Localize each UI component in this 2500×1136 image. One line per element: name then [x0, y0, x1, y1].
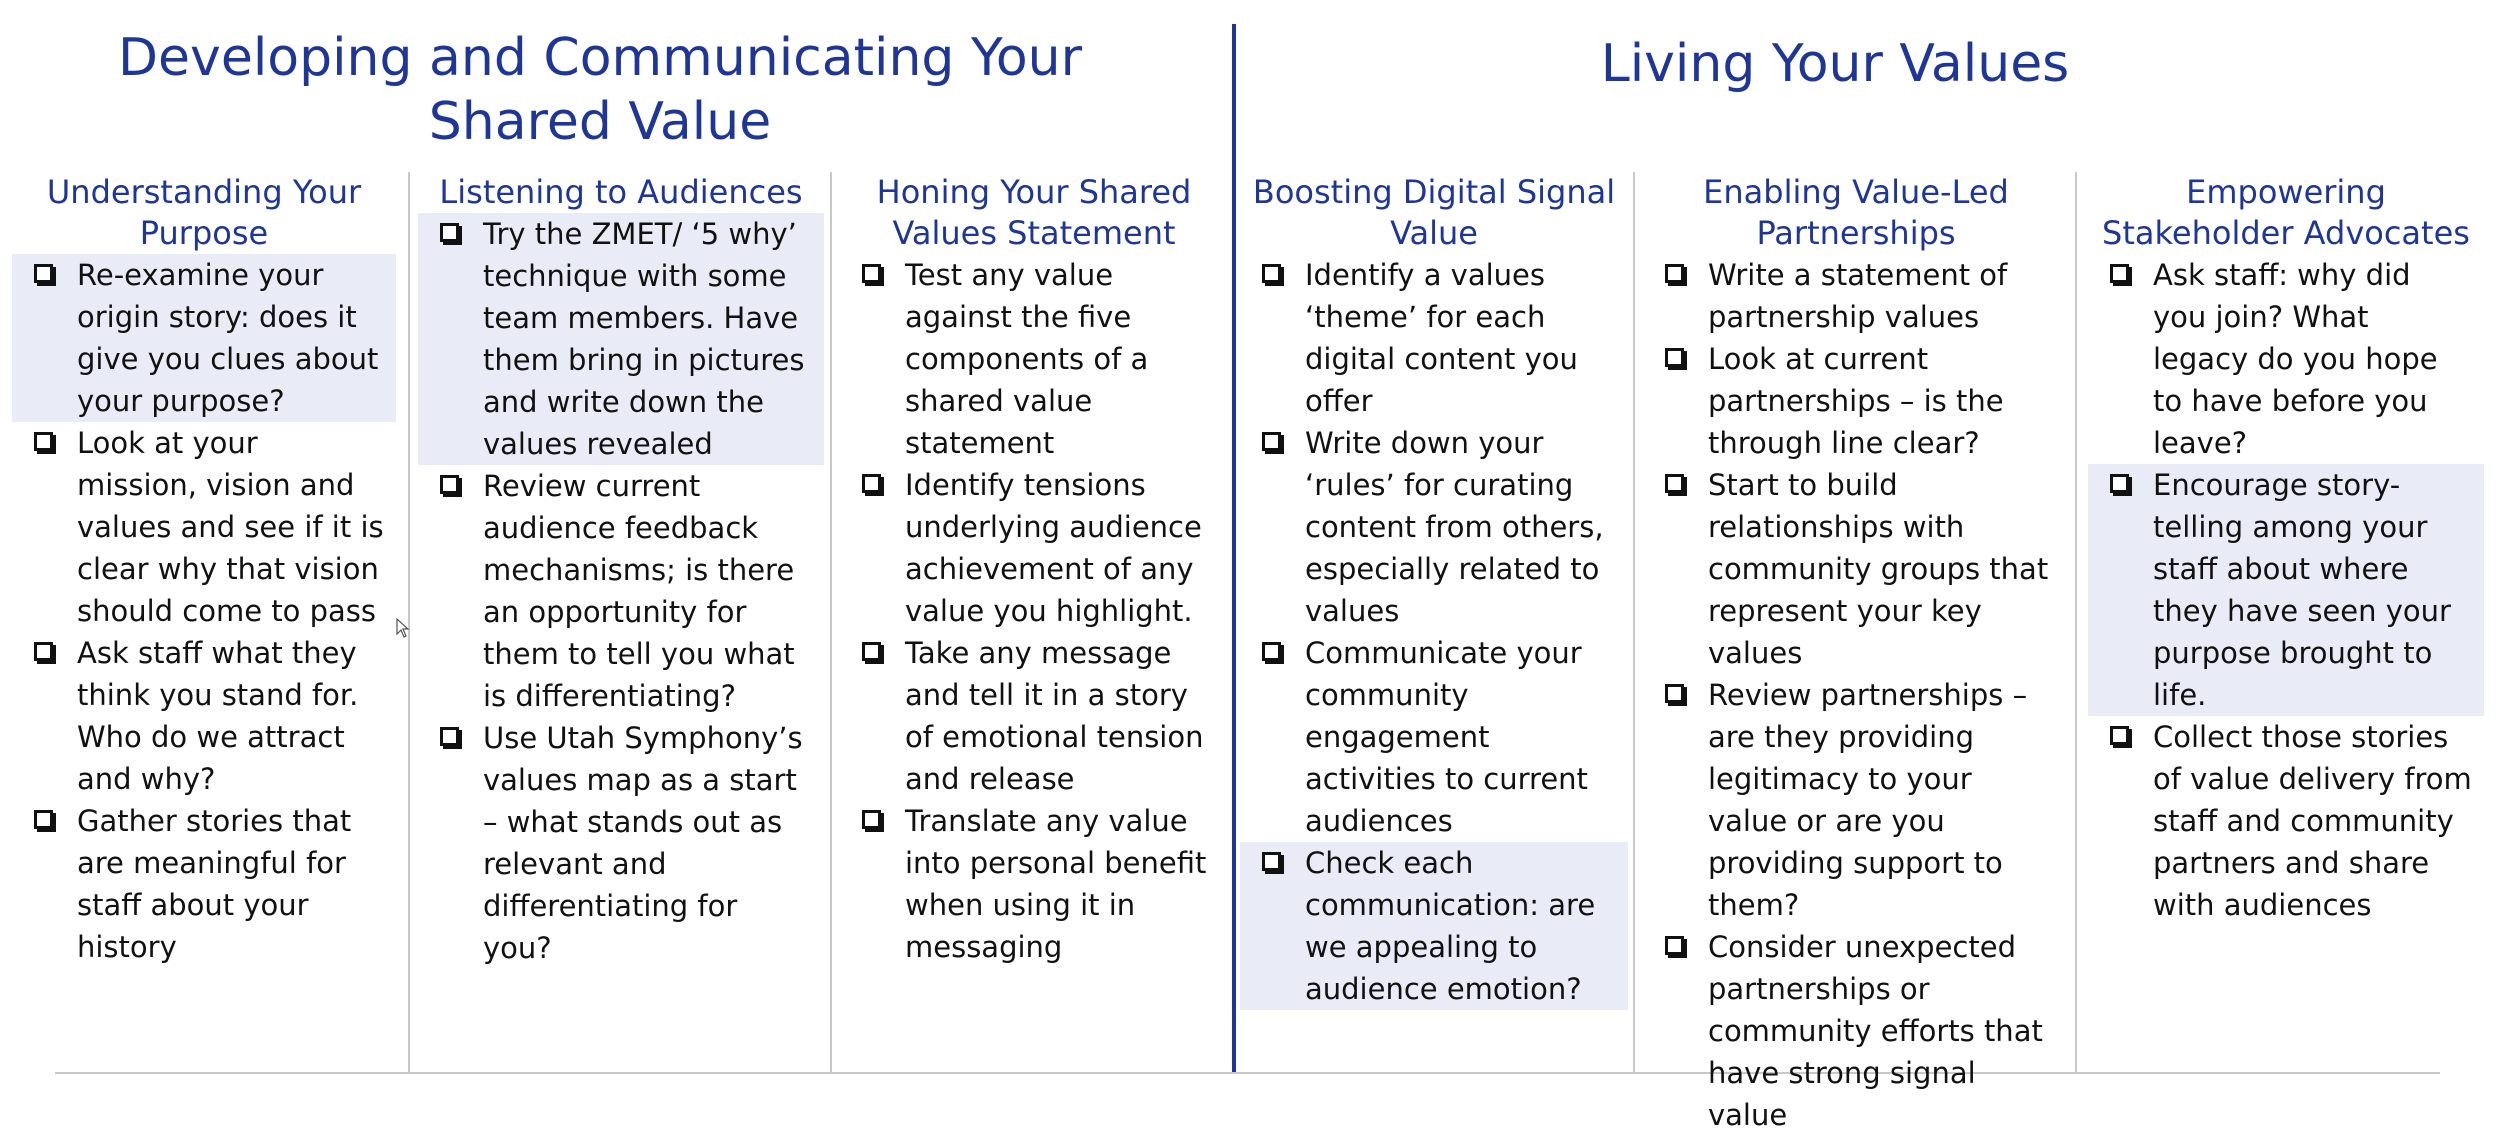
- column-understanding-purpose: [12, 172, 396, 968]
- checklist-item-text: Test any value against the five components of a shared value statement: [905, 258, 1149, 460]
- checklist-item: [418, 465, 824, 717]
- checklist-item-text: Communicate your community engagement activities to current audiences: [1305, 636, 1588, 838]
- checklist: [840, 254, 1228, 968]
- column-listening-audiences: [418, 172, 824, 969]
- checkbox-icon: [1262, 264, 1281, 283]
- checklist-item: [1240, 632, 1628, 842]
- column-title: Listening to Audiences: [439, 173, 803, 211]
- checklist-item-text: Consider unexpected partnerships or community efforts that have strong signal value: [1708, 930, 2043, 1132]
- checkbox-icon: [34, 642, 53, 661]
- checklist-item: [1240, 254, 1628, 422]
- checkbox-icon: [440, 223, 459, 242]
- checkbox-icon: [34, 432, 53, 451]
- checklist-item: [418, 717, 824, 969]
- checkbox-icon: [2110, 726, 2129, 745]
- checklist-item-text: Translate any value into personal benefit when using it in messaging: [905, 804, 1207, 964]
- checklist-item-text: Start to build relationships with community groups that represent your key values: [1708, 468, 2049, 670]
- checklist-item: [1240, 842, 1628, 1010]
- checklist-item: [840, 464, 1228, 632]
- section-title-living: Living Your Values: [1600, 34, 2070, 94]
- checklist-item-text: Look at current partnerships – is the through line clear?: [1708, 342, 2004, 460]
- column-title: Enabling Value-Led Partnerships: [1703, 173, 2009, 252]
- checkbox-icon: [1665, 936, 1684, 955]
- checklist: [2088, 254, 2484, 926]
- section-title-line2: Shared Value: [428, 92, 772, 152]
- checklist-item: [1240, 422, 1628, 632]
- checklist-item-text: Use Utah Symphony’s values map as a start – what stands out as relevant and differentiating for you?: [483, 721, 803, 965]
- checkbox-icon: [440, 727, 459, 746]
- checklist-item-text: Ask staff: why did you join? What legacy do you hope to have before you leave?: [2153, 258, 2438, 460]
- checklist-item-text: Try the ZMET/ ‘5 why’ technique with some team members. Have them bring in pictures and write down the values revealed: [483, 217, 805, 461]
- column-enabling-partnerships: [1643, 172, 2069, 1136]
- checklist-item: [12, 632, 396, 800]
- checklist-item-text: Gather stories that are meaningful for staff about your history: [77, 804, 352, 964]
- checklist-item: [1643, 464, 2069, 674]
- column-title: Boosting Digital Signal Value: [1252, 173, 1616, 252]
- checkbox-icon: [34, 264, 53, 283]
- checklist-item-text: Encourage story-telling among your staff about where they have seen your purpose brought to life.: [2153, 468, 2451, 712]
- checklist-item-text: Review current audience feedback mechanisms; is there an opportunity for them to tell you what is differentiating?: [483, 469, 795, 713]
- checklist: [1643, 254, 2069, 1136]
- checklist: [12, 254, 396, 968]
- checkbox-icon: [1262, 852, 1281, 871]
- checklist-item-text: Collect those stories of value delivery from staff and community partners and share with audiences: [2153, 720, 2472, 922]
- checklist-item-text: Identify tensions underlying audience achievement of any value you highlight.: [905, 468, 1202, 628]
- checkbox-icon: [1665, 348, 1684, 367]
- checklist-item: [1643, 338, 2069, 464]
- checklist-item-text: Review partnerships – are they providing legitimacy to your value or are you providing support to them?: [1708, 678, 2028, 922]
- checklist-item: [840, 254, 1228, 464]
- checkbox-icon: [862, 264, 881, 283]
- checklist-item-text: Write down your ‘rules’ for curating content from others, especially related to values: [1305, 426, 1604, 628]
- column-divider: [830, 172, 832, 1074]
- column-divider: [1633, 172, 1635, 1074]
- section-divider: [1232, 24, 1236, 1074]
- checklist-item: [840, 800, 1228, 968]
- checkbox-icon: [440, 475, 459, 494]
- checkbox-icon: [862, 474, 881, 493]
- checkbox-icon: [862, 810, 881, 829]
- checklist-item: [12, 254, 396, 422]
- checklist-item-text: Look at your mission, vision and values and see if it is clear why that vision should come to pass: [77, 426, 384, 628]
- column-title: Honing Your Shared Values Statement: [876, 173, 1192, 252]
- checklist: [1240, 254, 1628, 1010]
- section-title-line1: Developing and Communicating Your: [118, 28, 1082, 88]
- checklist-item: [840, 632, 1228, 800]
- checklist: [418, 213, 824, 969]
- checkbox-icon: [862, 642, 881, 661]
- checklist-item-text: Ask staff what they think you stand for. Who do we attract and why?: [77, 636, 359, 796]
- checkbox-icon: [2110, 264, 2129, 283]
- checklist-item: [12, 800, 396, 968]
- checklist-item: [2088, 254, 2484, 464]
- checklist-item: [12, 422, 396, 632]
- checklist-item: [418, 213, 824, 465]
- checkbox-icon: [1262, 432, 1281, 451]
- checkbox-icon: [34, 810, 53, 829]
- checklist-item-text: Check each communication: are we appealing to audience emotion?: [1305, 846, 1596, 1006]
- checklist-item: [1643, 254, 2069, 338]
- checkbox-icon: [1262, 642, 1281, 661]
- column-title: Understanding Your Purpose: [46, 173, 362, 252]
- checklist-item-text: Take any message and tell it in a story of emotional tension and release: [905, 636, 1204, 796]
- checkbox-icon: [1665, 684, 1684, 703]
- column-empowering-advocates: [2088, 172, 2484, 926]
- column-divider: [2075, 172, 2077, 1074]
- column-boosting-digital: [1240, 172, 1628, 1010]
- checklist-item-text: Re-examine your origin story: does it give you clues about your purpose?: [77, 258, 379, 418]
- column-honing-statement: [840, 172, 1228, 968]
- checkbox-icon: [1665, 264, 1684, 283]
- checklist-item: [1643, 674, 2069, 926]
- checklist-item-text: Write a statement of partnership values: [1708, 258, 2008, 334]
- checkbox-icon: [2110, 474, 2129, 493]
- checklist-item: [2088, 464, 2484, 716]
- checkbox-icon: [1665, 474, 1684, 493]
- column-title: Empowering Stakeholder Advocates: [2102, 173, 2470, 252]
- checklist-item: [2088, 716, 2484, 926]
- section-title-developing: [100, 26, 1100, 154]
- checklist-item: [1643, 926, 2069, 1136]
- mouse-pointer-icon: [396, 618, 410, 638]
- checklist-item-text: Identify a values ‘theme’ for each digital content you offer: [1305, 258, 1578, 418]
